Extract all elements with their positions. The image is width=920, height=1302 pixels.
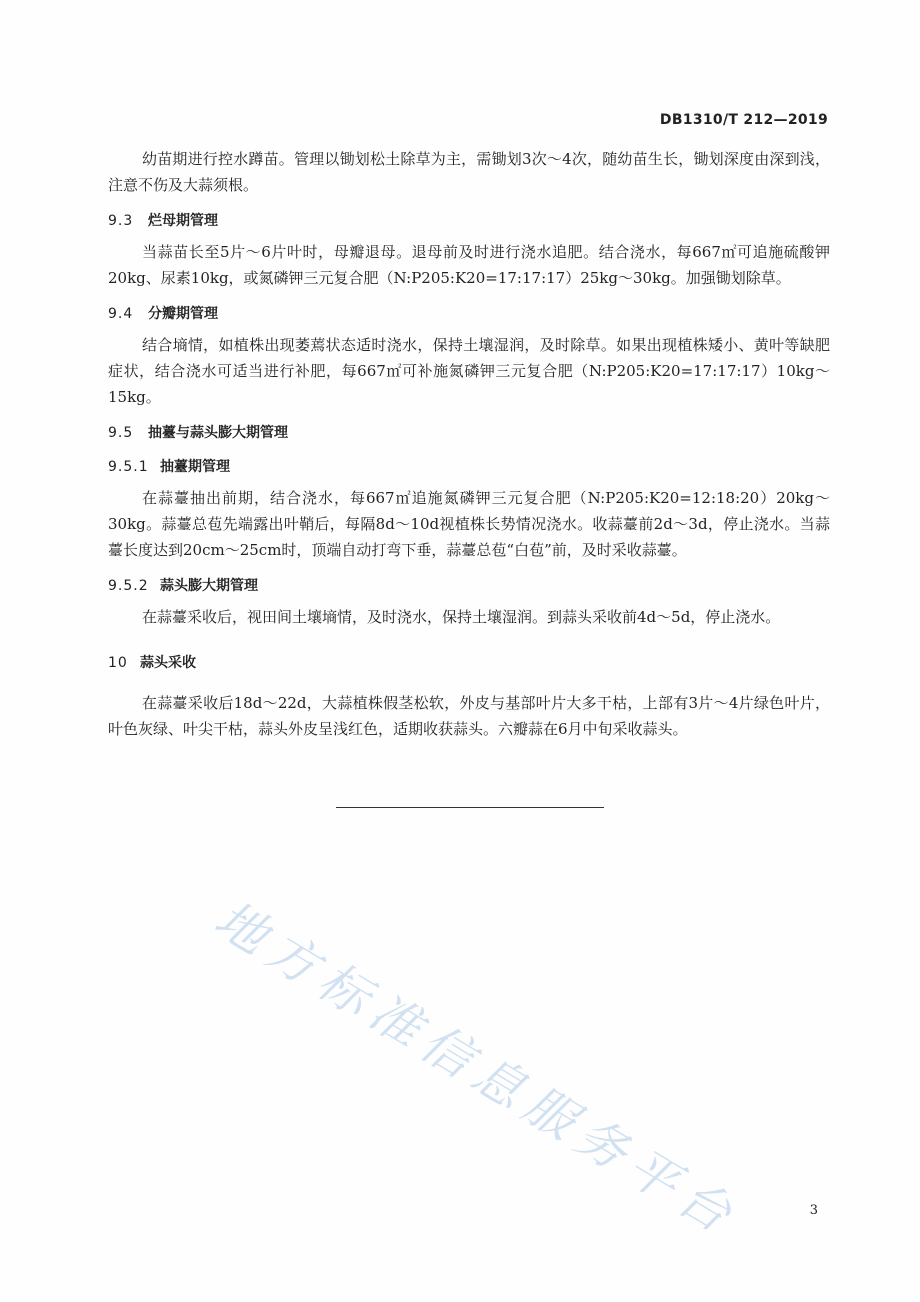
document-id: DB1310/T 212—2019 [659, 112, 828, 128]
section-9-4-paragraph: 结合墒情，如植株出现萎蔫状态适时浇水，保持土壤湿润，及时除草。如果出现植株矮小、黄叶等缺肥症状，结合浇水可适当进行补肥，每667㎡可补施氮磷钾三元复合肥（N:P205:K20=17:17:17）10kg～15kg。 [108, 336, 830, 406]
section-10-paragraph: 在蒜薹采收后18d～22d，大蒜植株假茎松软，外皮与基部叶片大多干枯，上部有3片～4片绿色叶片，叶色灰绿、叶尖干枯，蒜头外皮呈浅红色，适期收获蒜头。六瓣蒜在6月中旬采收蒜头。 [108, 694, 830, 738]
section-number: 9.5.2 [108, 578, 149, 594]
section-number: 9.5 [108, 425, 134, 441]
content-body [108, 146, 830, 742]
section-9-5-heading [108, 422, 830, 444]
section-title: 分瓣期管理 [148, 306, 218, 322]
section-9-5-1-heading [108, 456, 830, 478]
watermark: 地方标准信息服务平台 [205, 889, 750, 1249]
section-number: 10 [108, 655, 128, 671]
section-number: 9.5.1 [108, 459, 149, 475]
section-9-5-2-paragraph: 在蒜薹采收后，视田间土壤墒情，及时浇水，保持土壤湿润。到蒜头采收前4d～5d，停止浇水。 [142, 608, 781, 626]
section-10-heading [108, 652, 830, 674]
section-title: 抽薹与蒜头膨大期管理 [148, 425, 288, 441]
section-9-4-heading [108, 303, 830, 325]
section-title: 抽薹期管理 [160, 459, 230, 475]
section-9-3-paragraph: 当蒜苗长至5片～6片叶时，母瓣退母。退母前及时进行浇水追肥。结合浇水，每667㎡可追施硫酸钾20kg、尿素10kg，或氮磷钾三元复合肥（N:P205:K20=17:17:17）25kg～30kg。加强锄划除草。 [108, 243, 830, 287]
page-number: 3 [809, 1203, 818, 1218]
section-title: 蒜头采收 [140, 655, 196, 671]
section-number: 9.3 [108, 213, 134, 229]
section-title: 蒜头膨大期管理 [160, 578, 258, 594]
section-title: 烂母期管理 [148, 213, 218, 229]
section-9-5-2-heading [108, 575, 830, 597]
end-rule [336, 807, 604, 808]
section-number: 9.4 [108, 306, 134, 322]
intro-paragraph: 幼苗期进行控水蹲苗。管理以锄划松土除草为主，需锄划3次～4次，随幼苗生长，锄划深度由深到浅，注意不伤及大蒜须根。 [108, 150, 830, 194]
section-9-5-1-paragraph: 在蒜薹抽出前期，结合浇水，每667㎡追施氮磷钾三元复合肥（N:P205:K20=12:18:20）20kg～30kg。蒜薹总苞先端露出叶鞘后，每隔8d～10d视植株长势情况浇水。收蒜薹前2d～3d，停止浇水。当蒜薹长度达到20cm～25cm时，顶端自动打弯下垂，蒜薹总苞“白苞”前，及时采收蒜薹。 [108, 489, 830, 559]
section-9-3-heading [108, 210, 830, 232]
